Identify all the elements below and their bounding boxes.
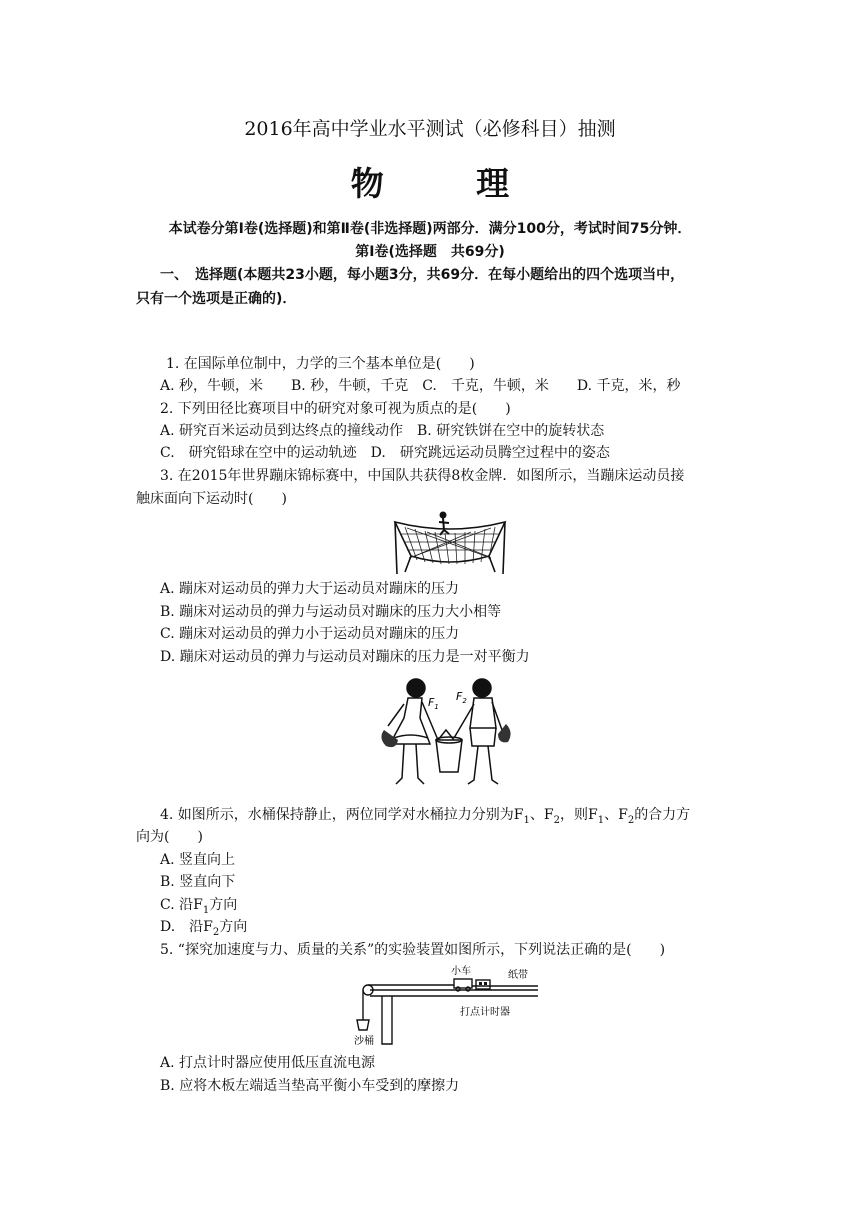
section-instruction-line2: 只有一个选项是正确的)．: [136, 291, 297, 307]
section-instruction-line1: 一、 选择题(本题共23小题，每小题3分，共69分．在每小题给出的四个选项当中，: [160, 267, 685, 283]
bucket-children-figure: [378, 674, 518, 794]
q3-stem-line2: 触床面向下运动时( ): [136, 491, 287, 507]
q4-option-b: B. 竖直向下: [160, 874, 236, 890]
q3-option-c: C. 蹦床对运动员的弹力小于运动员对蹦床的压力: [160, 626, 460, 642]
bucket-label: 沙桶: [354, 1036, 374, 1047]
exam-title: 2016年高中学业水平测试（必修科目）抽测: [244, 118, 616, 140]
q3-option-a: A. 蹦床对运动员的弹力大于运动员对蹦床的压力: [160, 581, 460, 597]
f1-label: $F_1$: [428, 696, 439, 711]
q2-options-line1: A. 研究百米运动员到达终点的撞线动作 B. 研究铁饼在空中的旋转状态: [160, 423, 605, 439]
experiment-apparatus-figure: [348, 962, 544, 1048]
part-title: 第Ⅰ卷(选择题 共69分): [355, 244, 505, 260]
f2-label: $F_2$: [456, 690, 467, 705]
q2-stem: 2. 下列田径比赛项目中的研究对象可视为质点的是( ): [160, 401, 511, 417]
q4-option-a: A. 竖直向上: [160, 852, 236, 868]
exam-description: 本试卷分第Ⅰ卷(选择题)和第Ⅱ卷(非选择题)两部分．满分100分，考试时间75分钟．: [168, 221, 692, 237]
q1-stem: 1. 在国际单位制中，力学的三个基本单位是( ): [166, 356, 475, 372]
q3-option-d: D. 蹦床对运动员的弹力与运动员对蹦床的压力是一对平衡力: [160, 649, 530, 665]
q4-option-c: C. 沿$F_1$方向: [160, 897, 238, 916]
q4-stem-line1: 4. 如图所示，水桶保持静止，两位同学对水桶拉力分别为$F_1$、$F_2$，则$F_1$、$F_2$的合力方: [160, 807, 691, 826]
cart-label: 小车: [451, 966, 471, 977]
trampoline-figure: [391, 510, 509, 576]
q1-options: A. 秒，牛顿，米 B. 秒，牛顿，千克 C. 千克，牛顿，米 D. 千克，米，秒: [160, 378, 681, 394]
q3-option-b: B. 蹦床对运动员的弹力与运动员对蹦床的压力大小相等: [160, 604, 502, 620]
q5-option-b: B. 应将木板左端适当垫高平衡小车受到的摩擦力: [160, 1078, 460, 1094]
q3-stem-line1: 3. 在2015年世界蹦床锦标赛中，中国队共获得8枚金牌．如图所示，当蹦床运动员接: [160, 468, 685, 484]
q5-stem: 5. “探究加速度与力、质量的关系”的实验装置如图所示，下列说法正确的是( ): [160, 942, 666, 958]
timer-label: 打点计时器: [460, 1007, 510, 1018]
q4-stem-line2: 向为( ): [136, 829, 203, 845]
q5-option-a: A. 打点计时器应使用低压直流电源: [160, 1055, 376, 1071]
subject-title: 物 理: [350, 164, 539, 203]
tape-label: 纸带: [508, 970, 528, 981]
q2-options-line2: C. 研究铅球在空中的运动轨迹 D. 研究跳远运动员腾空过程中的姿态: [160, 445, 610, 461]
q4-option-d: D. 沿$F_2$方向: [160, 919, 248, 938]
